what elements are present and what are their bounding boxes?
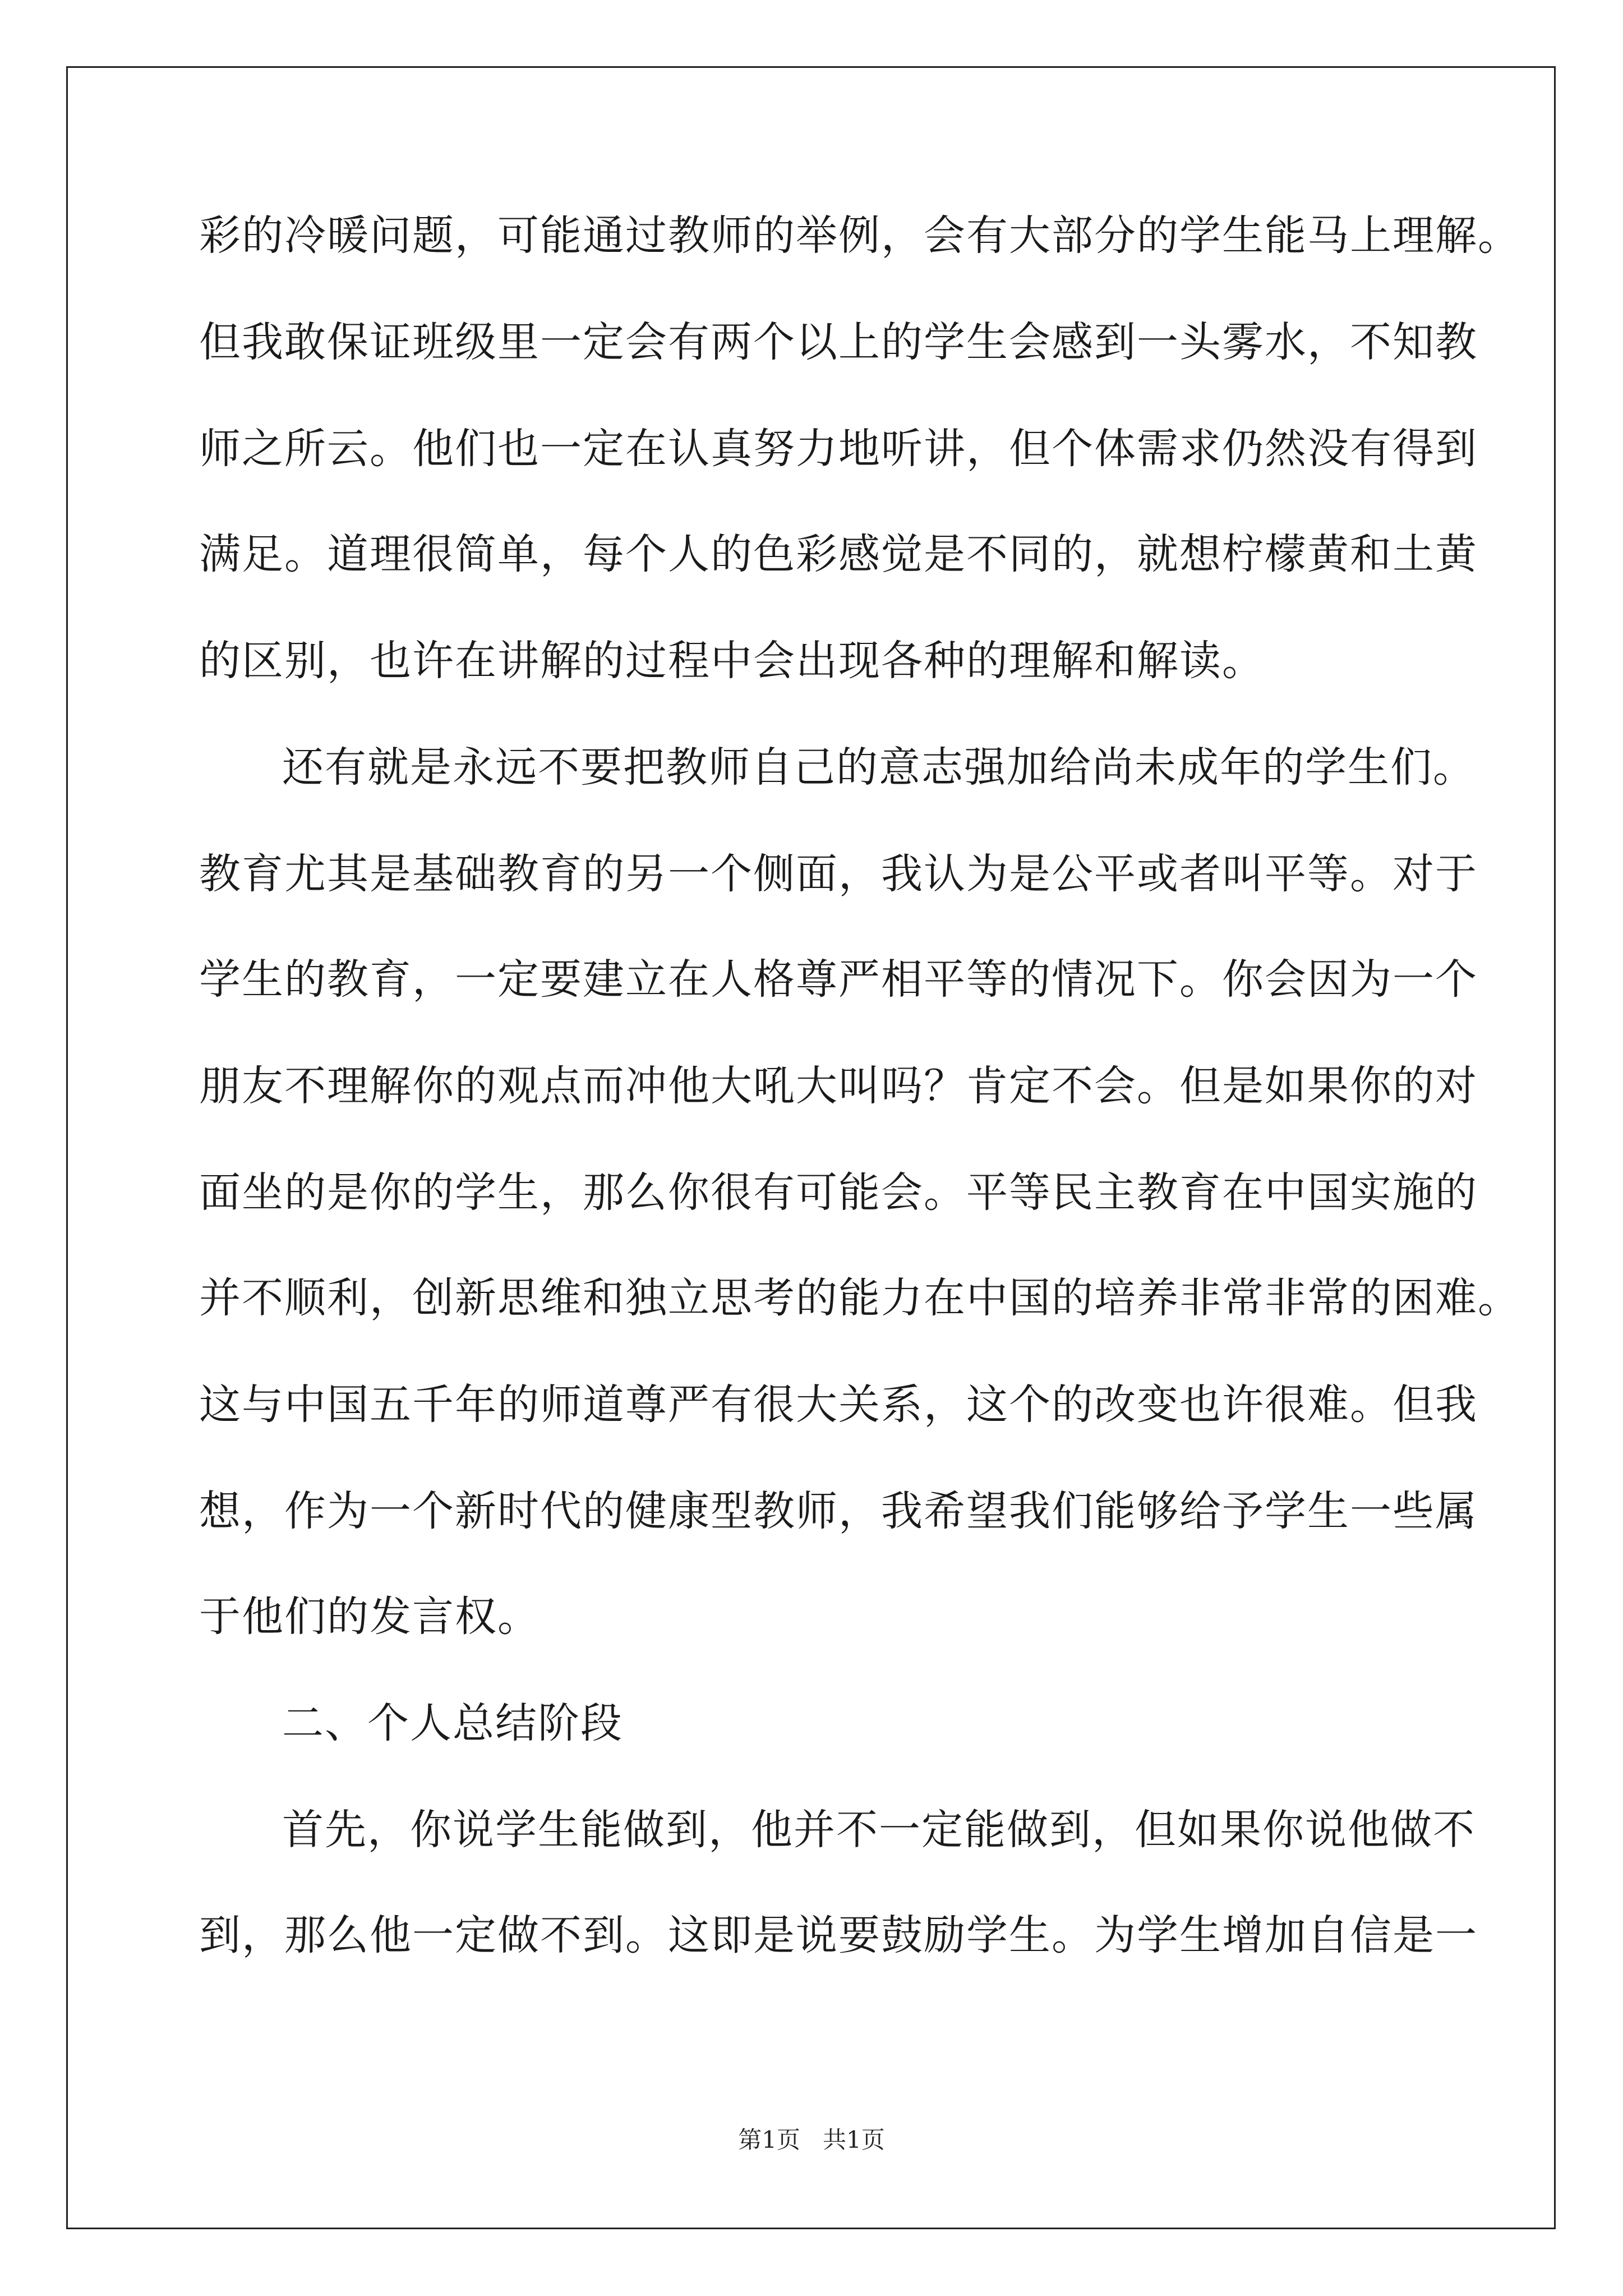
paragraph-first-line: 还有就是永远不要把教师自己的意志强加给尚未成年的学生们。	[282, 743, 1476, 792]
page-number-current: 第1页	[738, 2126, 800, 2154]
text-line: 但我敢保证班级里一定会有两个以上的学生会感到一头雾水，不知教	[199, 318, 1478, 366]
text-line: 想，作为一个新时代的健康型教师，我希望我们能够给予学生一些属	[199, 1487, 1478, 1535]
text-line: 学生的教育，一定要建立在人格尊严相平等的情况下。你会因为一个	[199, 955, 1478, 1004]
text-line: 面坐的是你的学生，那么你很有可能会。平等民主教育在中国实施的	[199, 1168, 1478, 1217]
text-line: 到，那么他一定做不到。这即是说要鼓励学生。为学生增加自信是一	[199, 1911, 1478, 1959]
text-line: 满足。道理很简单，每个人的色彩感觉是不同的，就想柠檬黄和土黄	[199, 530, 1478, 578]
paragraph-first-line: 首先，你说学生能做到，他并不一定能做到，但如果你说他做不	[282, 1806, 1476, 1854]
text-line: 于他们的发言权。	[199, 1593, 540, 1641]
text-line: 的区别，也许在讲解的过程中会出现各种的理解和解读。	[199, 637, 1265, 685]
section-heading: 二、个人总结阶段	[282, 1699, 623, 1747]
text-line: 朋友不理解你的观点而冲他大吼大叫吗？肯定不会。但是如果你的对	[199, 1062, 1478, 1110]
text-line: 教育尤其是基础教育的另一个侧面，我认为是公平或者叫平等。对于	[199, 850, 1478, 898]
text-line: 师之所云。他们也一定在认真努力地听讲，但个体需求仍然没有得到	[199, 425, 1478, 473]
page-number-total: 共1页	[823, 2126, 885, 2154]
text-line: 这与中国五千年的师道尊严有很大关系，这个的改变也许很难。但我	[199, 1381, 1478, 1429]
text-line: 并不顺利，创新思维和独立思考的能力在中国的培养非常非常的困难。	[199, 1274, 1520, 1322]
text-line: 彩的冷暖问题，可能通过教师的举例，会有大部分的学生能马上理解。	[199, 211, 1520, 260]
page-footer	[0, 2122, 1623, 2155]
